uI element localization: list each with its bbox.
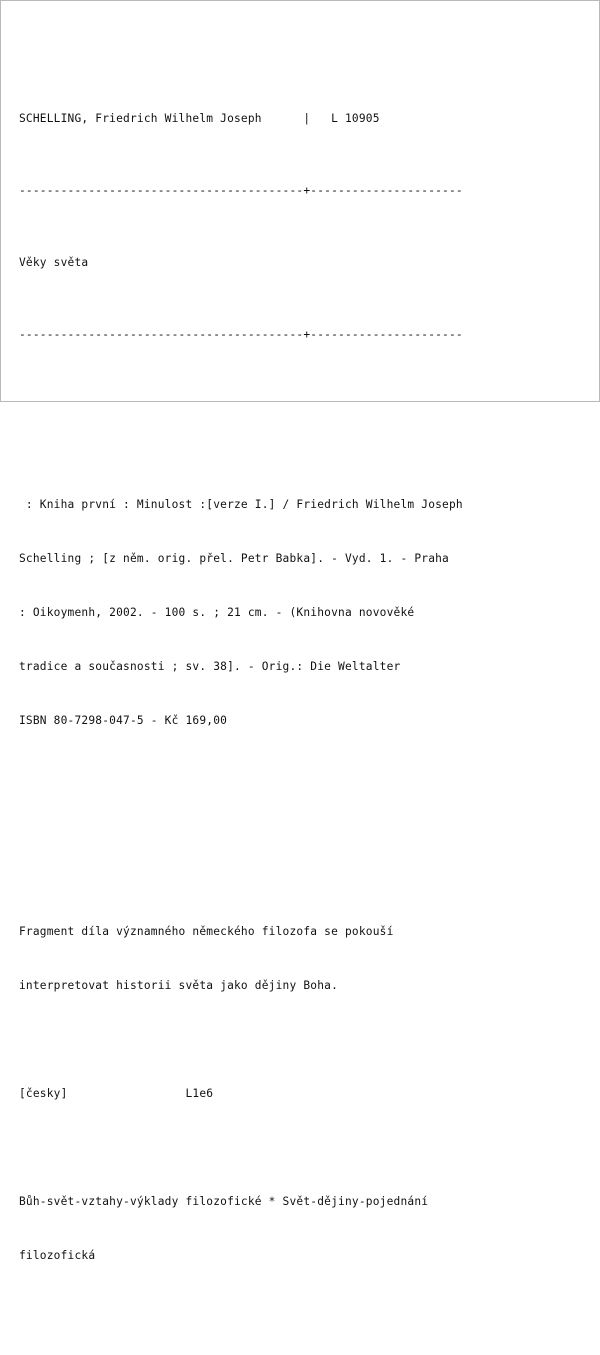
subject-line: filozofická bbox=[19, 1249, 96, 1262]
subject-block bbox=[19, 1157, 583, 1301]
language-row bbox=[19, 1085, 583, 1103]
description-line: Schelling ; [z něm. orig. přel. Petr Babka]. - Vyd. 1. - Praha bbox=[19, 552, 449, 565]
description-line: ISBN 80-7298-047-5 - Kč 169,00 bbox=[19, 714, 228, 727]
header-row bbox=[19, 110, 583, 128]
author-heading: SCHELLING, Friedrich Wilhelm Joseph bbox=[19, 112, 262, 125]
header-spacer-2 bbox=[310, 110, 331, 128]
spacer-after-rule bbox=[19, 398, 583, 406]
annotation-line: interpretovat historii světa jako dějiny Boha. bbox=[19, 979, 339, 992]
rule-bottom: -----------------------------------------+---------------------- bbox=[19, 328, 463, 341]
language-spacer bbox=[68, 1085, 186, 1103]
spacer-before-annotation bbox=[19, 820, 583, 833]
card-content bbox=[19, 56, 583, 1355]
header-spacer bbox=[262, 110, 304, 128]
description-block bbox=[19, 460, 583, 766]
language-label: [česky] bbox=[19, 1087, 68, 1100]
description-line: : Oikoymenh, 2002. - 100 s. ; 21 cm. - (Knihovna novověké bbox=[19, 606, 415, 619]
subject-line: Bůh-svět-vztahy-výklady filozofické * Svět-dějiny-pojednání bbox=[19, 1195, 429, 1208]
title-line: Věky světa bbox=[19, 256, 89, 269]
call-number: L 10905 bbox=[331, 112, 380, 125]
annotation-block bbox=[19, 887, 583, 1031]
rule-top: -----------------------------------------+---------------------- bbox=[19, 184, 463, 197]
description-line: : Kniha první : Minulost :[verze I.] / Friedrich Wilhelm Joseph bbox=[19, 498, 463, 511]
annotation-line: Fragment díla významného německého filozofa se pokouší bbox=[19, 925, 394, 938]
language-code: L1e6 bbox=[185, 1087, 214, 1100]
header-separator: | bbox=[303, 112, 311, 125]
description-line: tradice a současnosti ; sv. 38]. - Orig.: Die Weltalter bbox=[19, 660, 401, 673]
